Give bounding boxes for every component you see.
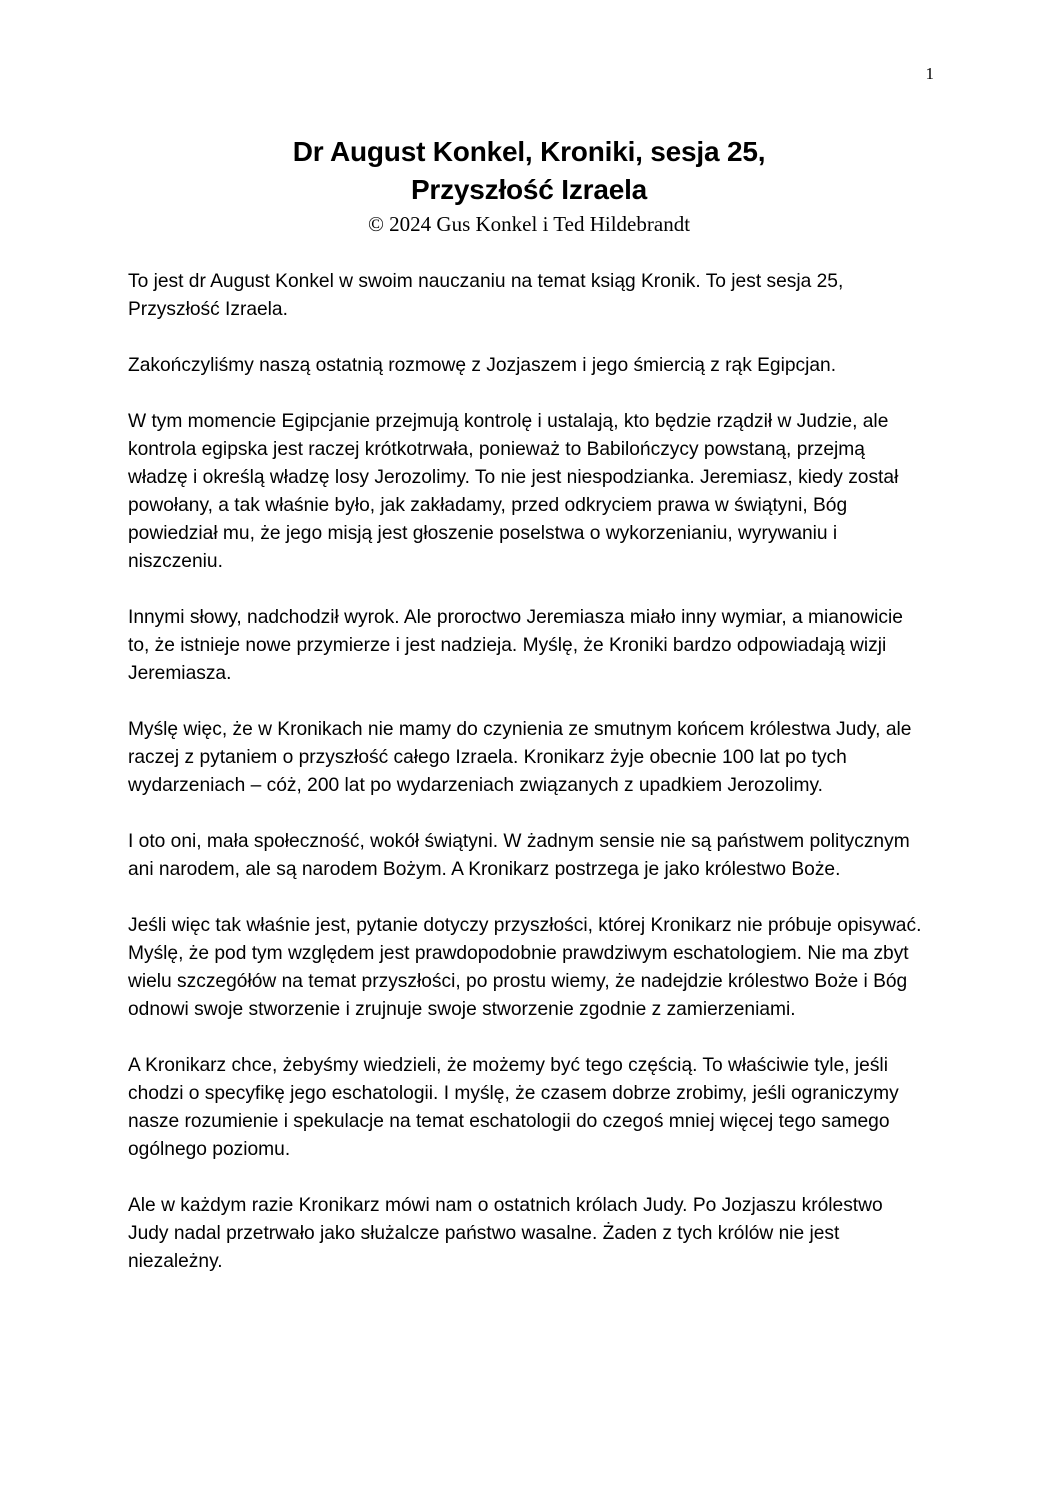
paragraph: Jeśli więc tak właśnie jest, pytanie dotyczy przyszłości, której Kronikarz nie próbuje opisywać. Myślę, że pod tym względem jest prawdopodobnie prawdziwym eschatologiem. Nie ma zbyt wielu szczegółów na temat przyszłości, po prostu wiemy, że nadejdzie królestwo Boże i Bóg odnowi swoje stworzenie i zrujnuje swoje stworzenie zgodnie z zamierzeniami. <box>128 915 922 1020</box>
body-text <box>128 268 928 1304</box>
copyright-line: © 2024 Gus Konkel i Ted Hildebrandt <box>367 212 691 236</box>
document-title-line-1: Dr August Konkel, Kroniki, sesja 25, <box>292 136 766 167</box>
paragraph: W tym momencie Egipcjanie przejmują kontrolę i ustalają, kto będzie rządził w Judzie, ale kontrola egipska jest raczej krótkotrwała, ponieważ to Babilończycy powstaną, przejmą władzę i określą władzę losy Jerozolimy. To nie jest niespodzianka. Jeremiasz, kiedy został powołany, a tak właśnie było, jak zakładamy, przed odkryciem prawa w świątyni, Bóg powiedział mu, że jego misją jest głoszenie poselstwa o wykorzenianiu, wyrywaniu i niszczeniu. <box>128 411 899 572</box>
paragraph: I oto oni, mała społeczność, wokół świątyni. W żadnym sensie nie są państwem politycznym ani narodem, ale są narodem Bożym. A Kronikarz postrzega je jako królestwo Boże. <box>128 831 910 880</box>
title-block <box>0 133 1058 237</box>
paragraph: Zakończyliśmy naszą ostatnią rozmowę z Jozjaszem i jego śmiercią z rąk Egipcjan. <box>128 355 837 376</box>
paragraph: Ale w każdym razie Kronikarz mówi nam o ostatnich królach Judy. Po Jozjaszu królestwo Judy nadal przetrwało jako służalcze państwo wasalne. Żaden z tych królów nie jest niezależny. <box>128 1195 883 1272</box>
page-number: 1 <box>925 64 934 83</box>
paragraph: A Kronikarz chce, żebyśmy wiedzieli, że możemy być tego częścią. To właściwie tyle, jeśli chodzi o specyfikę jego eschatologii. I myślę, że czasem dobrze zrobimy, jeśli ograniczymy nasze rozumienie i spekulacje na temat eschatologii do czegoś mniej więcej tego samego ogólnego poziomu. <box>128 1055 899 1160</box>
paragraph: Innymi słowy, nadchodził wyrok. Ale proroctwo Jeremiasza miało inny wymiar, a mianowicie to, że istnieje nowe przymierze i jest nadzieja. Myślę, że Kroniki bardzo odpowiadają wizji Jeremiasza. <box>128 607 903 684</box>
document-title-line-2: Przyszłość Izraela <box>410 174 648 205</box>
paragraph: To jest dr August Konkel w swoim nauczaniu na temat ksiąg Kronik. To jest sesja 25, Przyszłość Izraela. <box>128 271 844 320</box>
paragraph: Myślę więc, że w Kronikach nie mamy do czynienia ze smutnym końcem królestwa Judy, ale raczej z pytaniem o przyszłość całego Izraela. Kronikarz żyje obecnie 100 lat po tych wydarzeniach – cóż, 200 lat po wydarzeniach związanych z upadkiem Jerozolimy. <box>128 719 912 796</box>
